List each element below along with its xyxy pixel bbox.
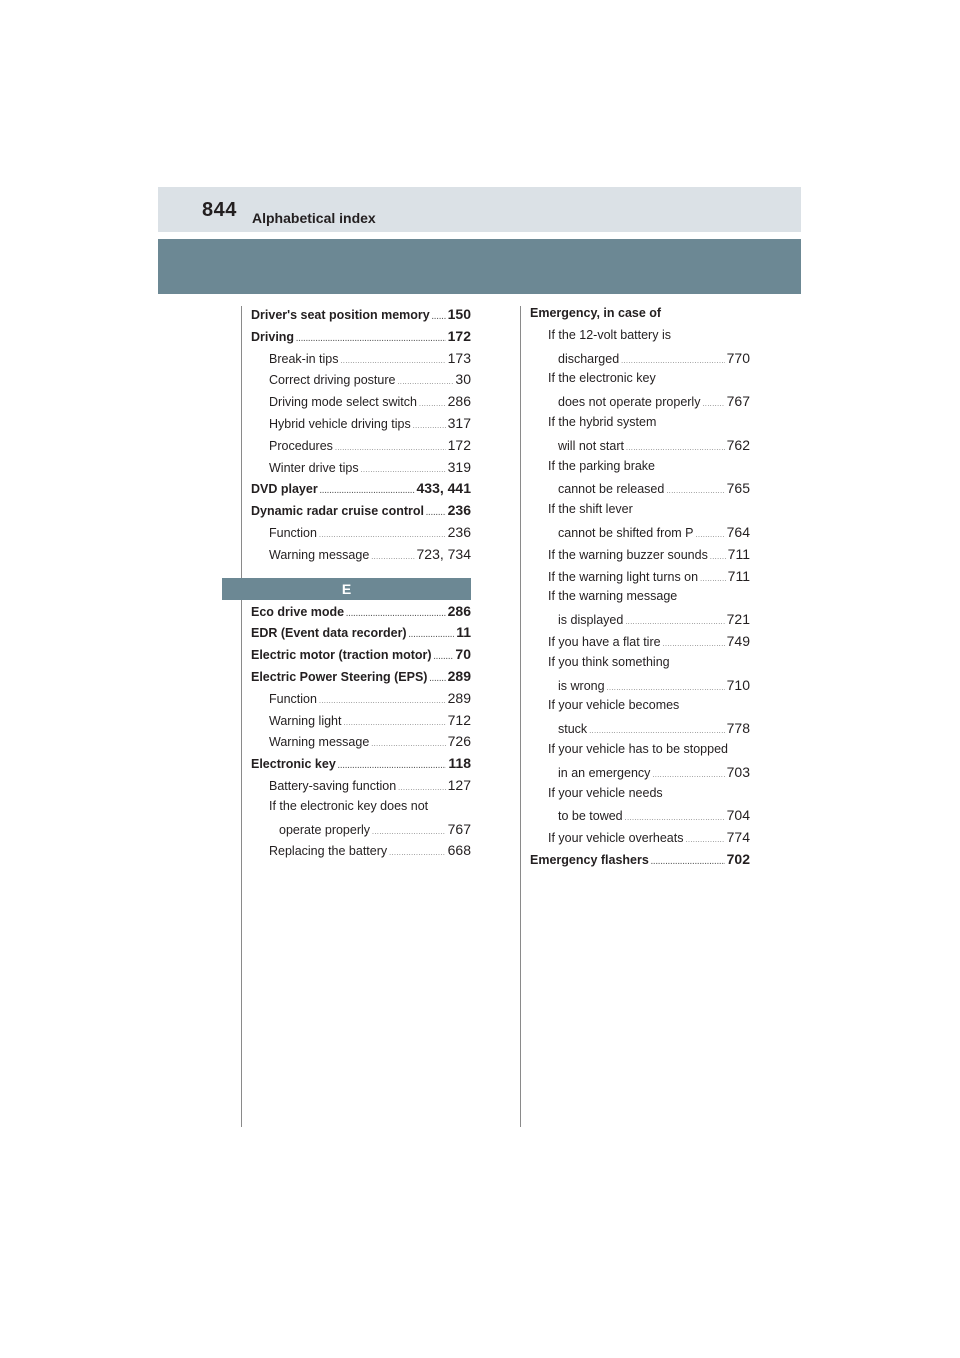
index-entry-heading: If your vehicle becomes <box>548 698 680 713</box>
page-header <box>158 187 801 232</box>
dot-leader <box>666 488 724 495</box>
index-entry <box>251 546 471 568</box>
index-entry-heading: If the shift lever <box>548 502 633 517</box>
entry-label: Electric motor (traction motor) <box>251 648 432 663</box>
dot-leader <box>625 815 725 822</box>
page-number: 844 <box>202 199 237 221</box>
entry-label: EDR (Event data recorder) <box>251 626 407 641</box>
dot-leader <box>372 829 446 836</box>
dot-leader <box>626 445 725 452</box>
column-rule-left <box>241 306 242 1127</box>
dot-leader <box>702 401 724 408</box>
index-group-e <box>251 603 471 865</box>
index-entry <box>251 415 471 437</box>
dot-leader <box>319 532 446 539</box>
dot-leader <box>338 763 447 770</box>
index-entry <box>530 437 750 459</box>
index-entry <box>530 807 750 829</box>
entry-label: Winter drive tips <box>269 460 359 475</box>
entry-page-ref[interactable]: 764 <box>726 523 750 540</box>
entry-label: does not operate properly <box>558 395 701 410</box>
index-entry <box>530 611 750 633</box>
index-entry <box>251 712 471 734</box>
index-entry <box>251 777 471 799</box>
entry-page-ref[interactable]: 767 <box>447 820 471 837</box>
index-entry <box>530 764 750 786</box>
index-entry-heading: Emergency, in case of <box>530 306 662 320</box>
index-entry <box>530 720 750 742</box>
index-entry <box>251 624 471 646</box>
entry-page-ref[interactable]: 711 <box>727 545 750 562</box>
index-entry-heading: If your vehicle has to be stopped <box>548 741 728 756</box>
entry-page-ref[interactable]: 118 <box>448 755 471 772</box>
index-entry <box>530 524 750 546</box>
index-entry-heading: If your vehicle needs <box>548 785 663 800</box>
entry-page-ref[interactable]: 774 <box>726 829 750 846</box>
entry-page-ref[interactable]: 712 <box>447 711 471 728</box>
index-entry <box>530 851 750 873</box>
entry-label: Dynamic radar cruise control <box>251 504 424 519</box>
entry-page-ref[interactable]: 289 <box>447 667 471 684</box>
entry-page-ref[interactable]: 765 <box>726 480 750 497</box>
entry-label: discharged <box>558 351 620 366</box>
dot-leader <box>340 358 445 365</box>
index-entry <box>251 603 471 625</box>
entry-page-ref[interactable]: 236 <box>447 502 471 519</box>
index-group-emergency <box>530 306 750 873</box>
index-entry <box>251 733 471 755</box>
entry-label: Function <box>269 691 317 706</box>
entry-label: If the warning light turns on <box>548 569 699 584</box>
dot-leader <box>710 554 726 561</box>
entry-page-ref[interactable]: 11 <box>456 624 471 641</box>
index-entry-heading: If the electronic key does not <box>269 798 429 813</box>
index-entry <box>251 459 471 481</box>
entry-page-ref[interactable]: 704 <box>726 807 750 824</box>
dot-leader <box>320 488 415 495</box>
entry-label: Driving <box>251 329 295 344</box>
dot-leader <box>419 401 446 408</box>
index-entry <box>530 568 750 590</box>
entry-label: cannot be released <box>558 482 665 497</box>
entry-page-ref[interactable]: 286 <box>447 393 471 410</box>
entry-page-ref[interactable]: 172 <box>447 436 471 453</box>
dot-leader <box>696 532 725 539</box>
entry-label: Procedures <box>269 438 333 453</box>
entry-page-ref[interactable]: 711 <box>727 567 750 584</box>
index-entry-heading: If the 12-volt battery is <box>548 327 671 342</box>
index-entry <box>530 677 750 699</box>
entry-label: is displayed <box>558 613 624 628</box>
entry-label: Battery-saving function <box>269 778 397 793</box>
index-entry <box>251 646 471 668</box>
dot-leader <box>371 741 445 748</box>
index-entry <box>530 546 750 568</box>
dot-leader <box>429 676 445 683</box>
entry-page-ref[interactable]: 172 <box>447 327 471 344</box>
entry-label: Replacing the battery <box>269 844 388 859</box>
entry-page-ref[interactable]: 317 <box>447 414 471 431</box>
entry-page-ref[interactable]: 778 <box>726 720 750 737</box>
index-entry <box>251 393 471 415</box>
entry-label: will not start <box>558 438 624 453</box>
index-entry <box>251 821 471 843</box>
dot-leader <box>319 698 446 705</box>
entry-label: Electric Power Steering (EPS) <box>251 669 428 684</box>
entry-page-ref[interactable]: 319 <box>447 458 471 475</box>
dot-leader <box>389 850 446 857</box>
index-entry <box>251 371 471 393</box>
index-entry-heading: If the parking brake <box>548 458 656 473</box>
dot-leader <box>398 785 445 792</box>
index-entry <box>251 842 471 864</box>
index-entry <box>530 633 750 655</box>
entry-label: Break-in tips <box>269 351 339 366</box>
entry-label: If your vehicle overheats <box>548 831 684 846</box>
entry-page-ref[interactable]: 127 <box>447 776 471 793</box>
entry-label: DVD player <box>251 482 318 497</box>
entry-page-ref[interactable]: 749 <box>726 632 750 649</box>
index-column-left <box>251 306 471 864</box>
entry-page-ref[interactable]: 770 <box>726 349 750 366</box>
index-entry <box>530 393 750 415</box>
entry-page-ref[interactable]: 710 <box>726 676 750 693</box>
entry-page-ref[interactable]: 668 <box>447 842 471 859</box>
dot-leader <box>652 772 724 779</box>
index-entry <box>251 668 471 690</box>
dot-leader <box>686 837 725 844</box>
entry-label: Warning message <box>269 547 370 562</box>
dot-leader <box>361 467 446 474</box>
index-entry <box>251 690 471 712</box>
header-band <box>158 239 801 294</box>
entry-page-ref[interactable]: 767 <box>726 393 750 410</box>
index-entry <box>251 306 471 328</box>
entry-page-ref[interactable]: 723, 734 <box>416 545 471 562</box>
dot-leader <box>621 358 724 365</box>
index-entry <box>251 328 471 350</box>
index-entry-heading: If the electronic key <box>548 371 656 386</box>
entry-label: cannot be shifted from P <box>558 525 694 540</box>
index-group-d <box>251 306 471 568</box>
dot-leader <box>607 685 725 692</box>
index-column-right <box>530 306 750 873</box>
index-entry <box>251 437 471 459</box>
index-entry-heading: If you think something <box>548 654 670 669</box>
entry-label: Hybrid vehicle driving tips <box>269 416 411 431</box>
entry-page-ref[interactable]: 721 <box>726 611 750 628</box>
dot-leader <box>432 314 446 321</box>
dot-leader <box>397 379 453 386</box>
index-entry <box>251 350 471 372</box>
dot-leader <box>651 859 725 866</box>
entry-page-ref[interactable]: 703 <box>726 763 750 780</box>
entry-label: Emergency flashers <box>530 852 649 867</box>
entry-page-ref[interactable]: 762 <box>726 436 750 453</box>
dot-leader <box>589 728 724 735</box>
index-entry <box>251 502 471 524</box>
entry-label: in an emergency <box>558 765 651 780</box>
index-entry-heading: If the warning message <box>548 589 678 604</box>
dot-leader <box>296 336 446 343</box>
dot-leader <box>413 423 446 430</box>
dot-leader <box>625 619 724 626</box>
entry-label: stuck <box>558 722 588 737</box>
index-entry <box>530 480 750 502</box>
entry-page-ref[interactable]: 726 <box>447 733 471 750</box>
dot-leader <box>434 654 454 661</box>
entry-label: Correct driving posture <box>269 373 396 388</box>
letter-heading-e: E <box>222 578 471 600</box>
entry-label: operate properly <box>279 822 371 837</box>
entry-label: Driving mode select switch <box>269 395 417 410</box>
index-entry <box>251 480 471 502</box>
dot-leader <box>663 641 725 648</box>
entry-page-ref[interactable]: 150 <box>447 306 471 322</box>
entry-label: Function <box>269 525 317 540</box>
dot-leader <box>426 510 446 517</box>
column-rule-middle <box>520 306 521 1127</box>
index-entry <box>530 829 750 851</box>
entry-label: If the warning buzzer sounds <box>548 547 708 562</box>
entry-label: Electronic key <box>251 757 336 772</box>
index-entry <box>530 350 750 372</box>
index-entry <box>251 755 471 777</box>
index-entry <box>251 524 471 546</box>
dot-leader <box>700 576 726 583</box>
entry-page-ref[interactable]: 289 <box>447 689 471 706</box>
section-title: Alphabetical index <box>252 210 376 226</box>
entry-page-ref[interactable]: 236 <box>447 523 471 540</box>
index-entry-heading: If the hybrid system <box>548 414 657 429</box>
dot-leader <box>335 445 446 452</box>
entry-page-ref[interactable]: 433, 441 <box>416 480 471 497</box>
dot-leader <box>371 554 414 561</box>
dot-leader <box>344 720 446 727</box>
entry-label: to be towed <box>558 809 623 824</box>
entry-label: Warning light <box>269 713 342 728</box>
entry-page-ref[interactable]: 173 <box>447 349 471 366</box>
entry-page-ref[interactable]: 702 <box>726 850 750 867</box>
entry-page-ref[interactable]: 70 <box>455 646 471 663</box>
entry-label: Driver's seat position memory <box>251 308 430 322</box>
entry-label: If you have a flat tire <box>548 634 661 649</box>
entry-page-ref[interactable]: 30 <box>455 371 471 388</box>
entry-label: Warning message <box>269 735 370 750</box>
entry-label: Eco drive mode <box>251 604 345 619</box>
dot-leader <box>409 632 455 639</box>
dot-leader <box>346 611 446 618</box>
entry-label: is wrong <box>558 678 605 693</box>
entry-page-ref[interactable]: 286 <box>447 602 471 619</box>
